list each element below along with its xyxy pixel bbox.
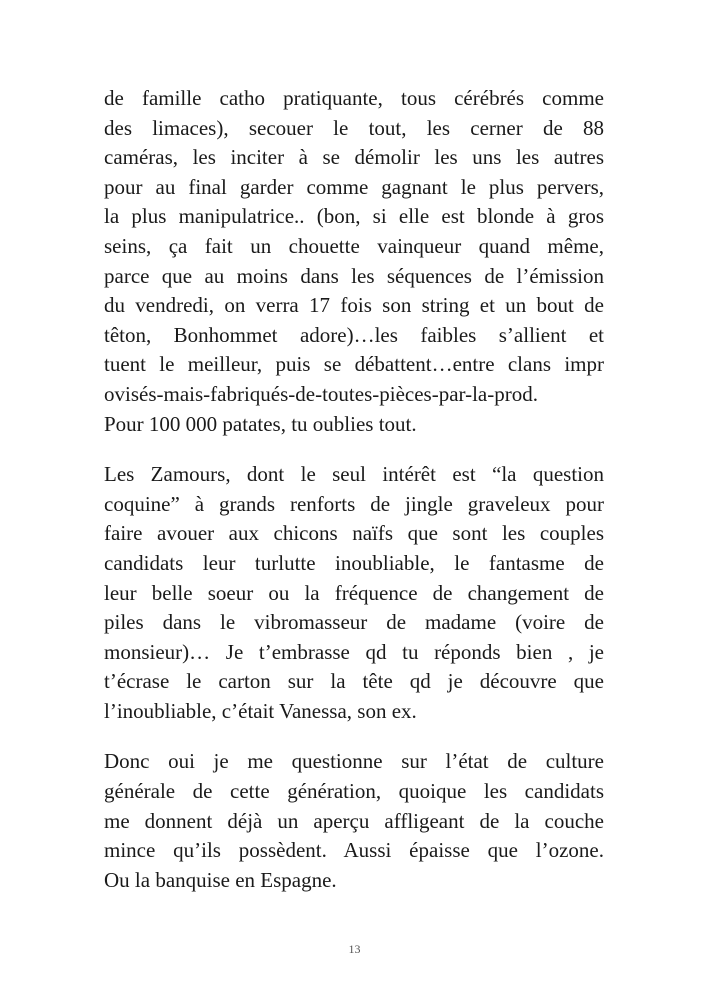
- text-line: monsieur)… Je t’embrasse qd tu réponds bien , je: [104, 639, 604, 664]
- text-line: Les Zamours, dont le seul intérêt est “la question: [104, 462, 604, 487]
- page-number: 13: [348, 942, 361, 956]
- text-line: des limaces), secouer le tout, les cerner de 88: [104, 115, 604, 140]
- text-line: du vendredi, on verra 17 fois son string et un bout de: [104, 293, 604, 318]
- page-body: [104, 84, 604, 916]
- text-line: Donc oui je me questionne sur l’état de culture: [104, 749, 604, 774]
- text-line: piles dans le vibromasseur de madame (voire de: [104, 610, 604, 635]
- text-line: ovisés-mais-fabriqués-de-toutes-pièces-par-la-prod.: [104, 381, 538, 406]
- text-line: me donnent déjà un aperçu affligeant de la couche: [104, 808, 604, 833]
- paragraph-2: [104, 460, 604, 726]
- paragraph-1: [104, 84, 604, 439]
- text-line: leur belle soeur ou la fréquence de changement de: [104, 580, 604, 605]
- text-line: tuent le meilleur, puis se débattent…entre clans impr: [104, 352, 604, 377]
- text-line: Ou la banquise en Espagne.: [104, 867, 337, 892]
- text-line: seins, ça fait un chouette vainqueur quand même,: [104, 233, 604, 258]
- paragraph-3: [104, 747, 604, 895]
- text-line: Pour 100 000 patates, tu oublies tout.: [104, 411, 417, 436]
- text-line: mince qu’ils possèdent. Aussi épaisse que l’ozone.: [104, 838, 604, 863]
- text-line: faire avouer aux chicons naïfs que sont les couples: [104, 521, 604, 546]
- text-line: de famille catho pratiquante, tous cérébrés comme: [104, 86, 604, 110]
- text-line: l’inoubliable, c’était Vanessa, son ex.: [104, 698, 417, 723]
- text-line: coquine” à grands renforts de jingle graveleux pour: [104, 491, 604, 516]
- text-line: candidats leur turlutte inoubliable, le fantasme de: [104, 550, 604, 575]
- text-line: parce que au moins dans les séquences de l’émission: [104, 263, 604, 288]
- text-line: la plus manipulatrice.. (bon, si elle est blonde à gros: [104, 204, 604, 229]
- text-line: têton, Bonhommet adore)…les faibles s’allient et: [104, 322, 604, 347]
- text-line: pour au final garder comme gagnant le plus pervers,: [104, 174, 604, 199]
- text-line: générale de cette génération, quoique les candidats: [104, 779, 604, 804]
- text-line: t’écrase le carton sur la tête qd je découvre que: [104, 669, 604, 694]
- text-line: caméras, les inciter à se démolir les uns les autres: [104, 145, 604, 170]
